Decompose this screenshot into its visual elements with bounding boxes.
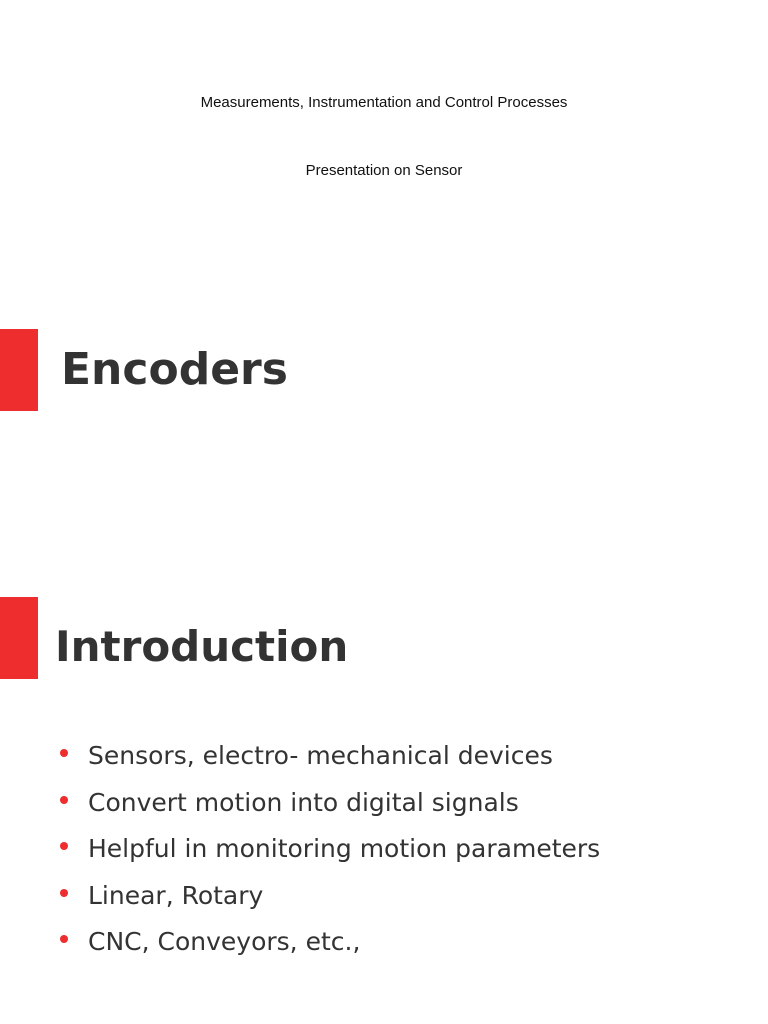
- bullet-text: Convert motion into digital signals: [88, 787, 519, 817]
- slide-title-encoders: Encoders: [61, 344, 288, 395]
- course-title: Measurements, Instrumentation and Control Processes: [200, 94, 568, 111]
- bullet-icon: [60, 749, 68, 757]
- accent-bar: [0, 329, 38, 411]
- presentation-subtitle: Presentation on Sensor: [305, 162, 463, 179]
- bullet-icon: [60, 935, 68, 943]
- slide-title-introduction: Introduction: [55, 622, 349, 671]
- bullet-text: CNC, Conveyors, etc.,: [88, 927, 361, 956]
- bullet-icon: [60, 842, 68, 850]
- bullet-text: Helpful in monitoring motion parameters: [88, 834, 601, 863]
- accent-bar: [0, 597, 38, 679]
- bullet-text: Sensors, electro- mechanical devices: [88, 741, 553, 770]
- bullet-icon: [60, 889, 68, 897]
- bullet-icon: [60, 796, 68, 804]
- bullet-text: Linear, Rotary: [88, 880, 264, 910]
